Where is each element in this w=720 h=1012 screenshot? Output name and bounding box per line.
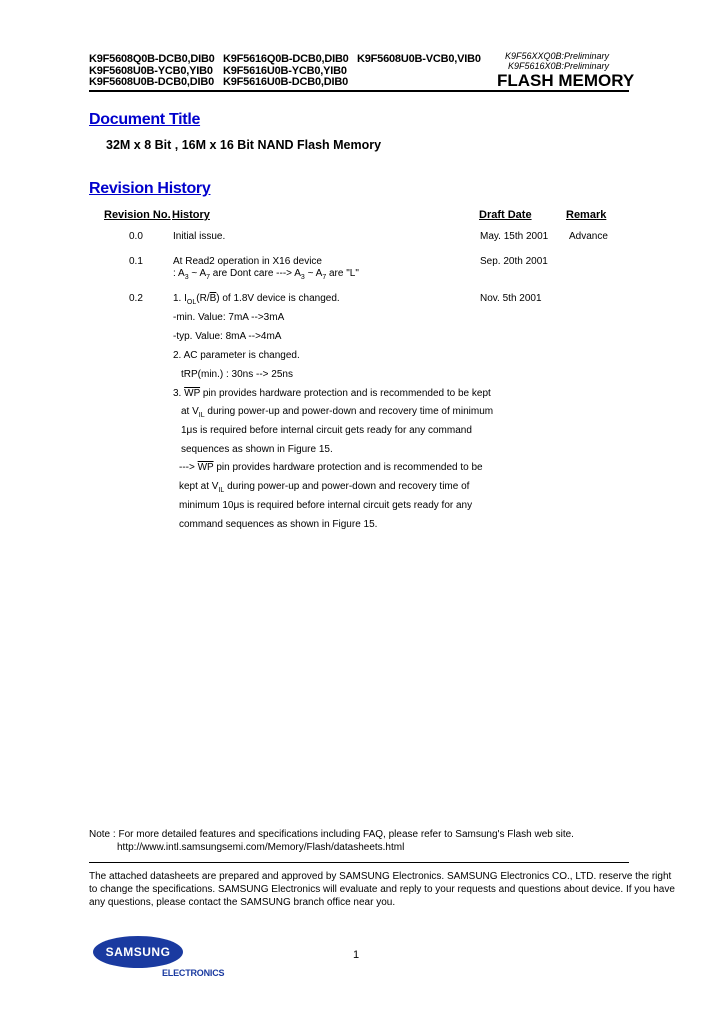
- revision-number: 0.1: [129, 256, 143, 267]
- history-text: command sequences as shown in Figure 15.: [179, 519, 378, 530]
- samsung-logo: [92, 934, 184, 970]
- part-number: K9F5616U0B-DCB0,DIB0: [223, 76, 348, 88]
- history-text: -min. Value: 7mA -->3mA: [173, 312, 285, 323]
- note-text: Note : For more detailed features and specifications including FAQ, please refer to Samsung's Flash web site.: [89, 829, 574, 840]
- note-url-link[interactable]: http://www.intl.samsungsemi.com/Memory/Flash/datasheets.html: [117, 842, 405, 853]
- column-header-date: Draft Date: [479, 209, 532, 221]
- electronics-label: ELECTRONICS: [162, 968, 225, 978]
- draft-date: May. 15th 2001: [480, 231, 549, 242]
- part-number: K9F5616Q0B-DCB0,DIB0: [223, 53, 349, 65]
- header-rule: [89, 90, 629, 92]
- disclaimer-line: to change the specifications. SAMSUNG Electronics will evaluate and reply to your requests and questions about device. If you have: [89, 884, 675, 895]
- history-text: 3. $\overline{WP}$ pin provides hardware protection and is recommended to be kept: [173, 388, 491, 399]
- history-text: -typ. Value: 8mA -->4mA: [173, 331, 282, 342]
- draft-date: Sep. 20th 2001: [480, 256, 548, 267]
- page-number: 1: [353, 949, 360, 961]
- document-subtitle: 32M x 8 Bit , 16M x 16 Bit NAND Flash Memory: [106, 138, 382, 152]
- disclaimer-line: The attached datasheets are prepared and approved by SAMSUNG Electronics. SAMSUNG Electronics CO., LTD. reserve the right: [89, 871, 672, 882]
- column-header-revision: Revision No.: [104, 209, 171, 221]
- history-text: sequences as shown in Figure 15.: [181, 444, 333, 455]
- draft-date: Nov. 5th 2001: [480, 293, 542, 304]
- history-text: At Read2 operation in X16 device: [173, 256, 322, 267]
- preliminary-note: K9F56XXQ0B:Preliminary: [505, 51, 610, 61]
- history-text: 1μs is required before internal circuit gets ready for any command: [181, 425, 472, 436]
- remark: Advance: [569, 231, 608, 242]
- preliminary-note: K9F5616X0B:Preliminary: [508, 61, 610, 71]
- column-header-remark: Remark: [566, 209, 607, 221]
- history-text: kept at $V_{IL}$ during power-up and power-down and recovery time of: [179, 481, 470, 494]
- revision-history-heading: Revision History: [89, 180, 211, 197]
- part-number: K9F5608U0B-VCB0,VIB0: [357, 53, 481, 65]
- part-number: K9F5608U0B-DCB0,DIB0: [89, 76, 214, 88]
- history-text: : $A_3$ ~ $A_7$ are Dont care ---> $A_3$ ~ $A_7$ are "L": [173, 268, 359, 281]
- history-text: 1. $I_{OL}(R/\overline{B})$ of 1.8V device is changed.: [173, 293, 340, 306]
- history-text: Initial issue.: [173, 231, 226, 242]
- divider: [89, 862, 629, 863]
- revision-number: 0.0: [129, 231, 143, 242]
- part-number: K9F5616U0B-YCB0,YIB0: [223, 65, 347, 77]
- document-title-heading: Document Title: [89, 111, 201, 128]
- column-header-history: History: [172, 209, 210, 221]
- revision-number: 0.2: [129, 293, 143, 304]
- history-text: ---> $\overline{WP}$ pin provides hardware protection and is recommended to be: [179, 462, 483, 473]
- product-family-title: FLASH MEMORY: [497, 71, 635, 90]
- history-text: at $V_{IL}$ during power-up and power-down and recovery time of minimum: [181, 406, 494, 419]
- samsung-logo-text: SAMSUNG: [105, 945, 171, 959]
- part-number: K9F5608U0B-YCB0,YIB0: [89, 65, 213, 77]
- history-text: tRP(min.) : 30ns --> 25ns: [181, 369, 293, 380]
- history-text: 2. AC parameter is changed.: [173, 350, 300, 361]
- history-text: minimum 10μs is required before internal circuit gets ready for any: [179, 500, 473, 511]
- part-number: K9F5608Q0B-DCB0,DIB0: [89, 53, 215, 65]
- disclaimer-line: any questions, please contact the SAMSUNG branch office near you.: [89, 897, 396, 908]
